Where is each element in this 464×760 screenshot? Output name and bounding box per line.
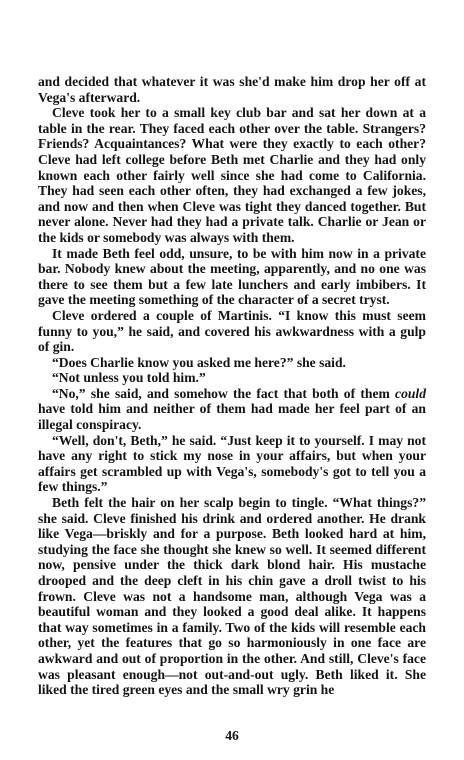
paragraph-8: “Well, don't, Beth,” he said. “Just keep it to yourself. I may not have any right to stick my nose in your affairs, but when your affairs get scrambled up with Vega's, somebody's got to tell you a few things.” xyxy=(38,432,426,495)
paragraph-7-text-before: “No,” she said, and somehow the fact that both of them xyxy=(52,385,396,401)
paragraph-6: “Not unless you told him.” xyxy=(52,370,206,386)
paragraph-7 xyxy=(38,386,426,433)
page-body xyxy=(38,74,426,698)
paragraph-1: and decided that whatever it was she'd make him drop her off at Vega's afterward. xyxy=(38,74,426,105)
page-number: 46 xyxy=(225,728,239,743)
paragraph-7-text-after: have told him and neither of them had made her feel part of an illegal conspiracy. xyxy=(38,401,426,433)
paragraph-9: Beth felt the hair on her scalp begin to tingle. “What things?” she said. Cleve finished his drink and ordered another. He drank like Vega—briskly and for a purpose. Beth looked hard at him, studying the face she thought she knew so well. It seemed different now, pensive under the thick dark blond hair. His mustache drooped and the deep cleft in his chin gave a droll twist to his frown. Cleve was not a handsome man, although Vega was a beautiful woman and they looked a good deal alike. It happens that way sometimes in a family. Two of the kids will resemble each other, yet the features that go so harmoniously in one face are awkward and out of proportion in the other. And still, Cleve's face was pleasant enough—not out-and-out ugly. Beth liked it. She liked the tired green eyes and the small wry grin he xyxy=(38,495,426,698)
paragraph-3: It made Beth feel odd, unsure, to be with him now in a private bar. Nobody knew about the meeting, apparently, and no one was there to see them but a few late lunchers and early imbibers. It gave the meeting something of the character of a secret tryst. xyxy=(38,245,426,308)
paragraph-2: Cleve took her to a small key club bar and sat her down at a table in the rear. They faced each other over the table. Strangers? Friends? Acquaintances? What were they exactly to each other? Cleve had left college before Beth met Charlie and they had only known each other fairly well since she had come to California. They had seen each other often, they had exchanged a few jokes, and now and then when Cleve was tight they danced together. But never alone. Never had they had a private talk. Charlie or Jean or the kids or somebody was always with them. xyxy=(38,105,426,245)
paragraph-5: “Does Charlie know you asked me here?” she said. xyxy=(52,354,346,370)
paragraph-7-italic: could xyxy=(395,385,426,401)
paragraph-4: Cleve ordered a couple of Martinis. “I know this must seem funny to you,” he said, and covered his awkwardness with a gulp of gin. xyxy=(38,307,426,355)
